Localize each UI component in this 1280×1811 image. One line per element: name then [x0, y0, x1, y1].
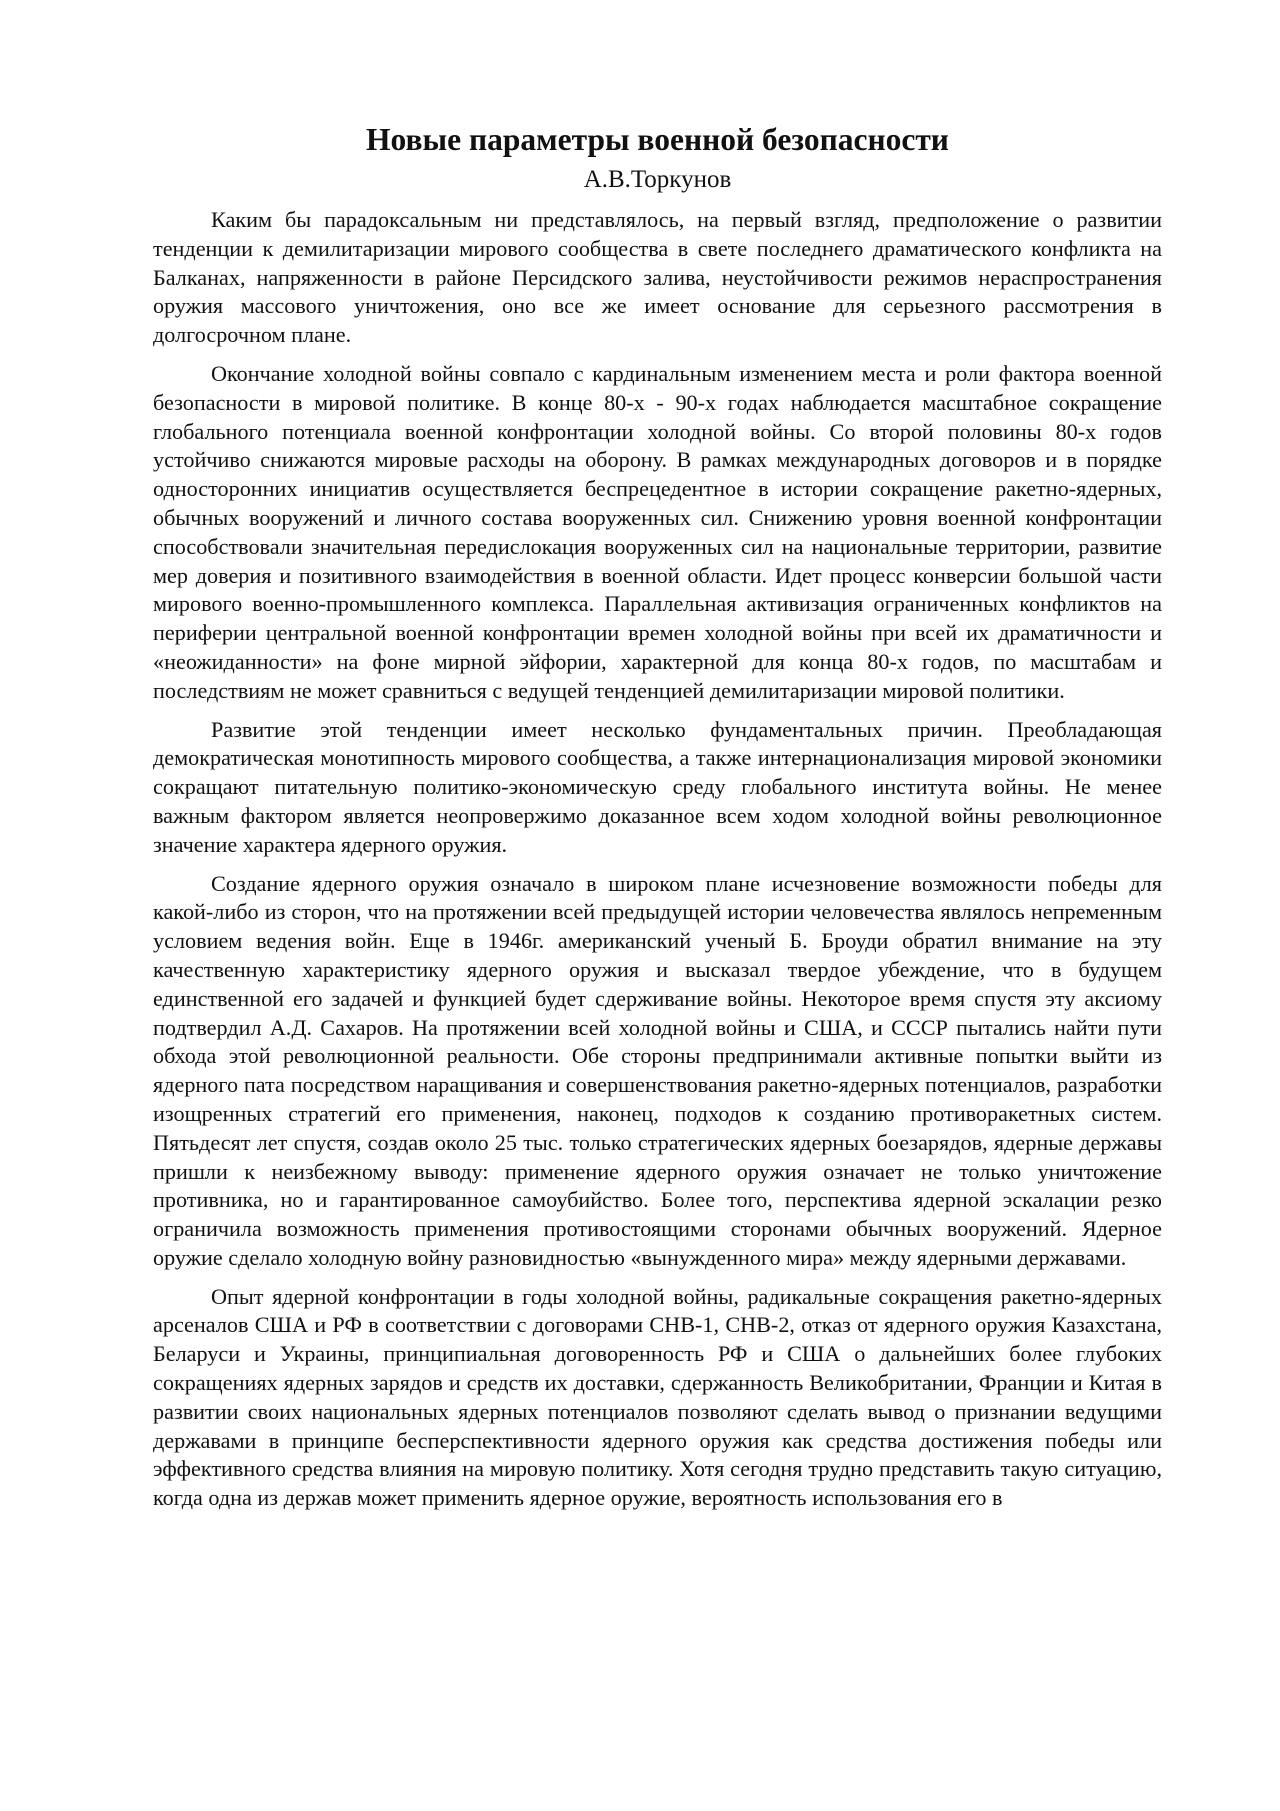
paragraph: Каким бы парадоксальным ни представлялось, на первый взгляд, предположение о развитии тенденции к демилитаризации мирового сообщества в свете последнего драматического конфликта на Балканах, напряженности в районе Персидского залива, неустойчивости режимов нераспространения оружия массового уничтожения, оно все же имеет основание для серьезного рассмотрения в долгосрочном плане. — [153, 207, 1162, 348]
paragraph: Опыт ядерной конфронтации в годы холодной войны, радикальные сокращения ракетно-ядерных арсеналов США и РФ в соответствии с договорами СНВ-1, СНВ-2, отказ от ядерного оружия Казахстана, Беларуси и Украины, принципиальная договоренность РФ и США о дальнейших более глубоких сокращениях ядерных зарядов и средств их доставки, сдержанность Великобритании, Франции и Китая в развитии своих национальных ядерных потенциалов позволяют сделать вывод о признании ведущими державами в принципе бесперспективности ядерного оружия как средства достижения победы или эффективного средства влияния на мировую политику. Хотя сегодня трудно представить такую ситуацию, когда одна из держав может применить ядерное оружие, вероятность использования его в — [153, 1283, 1162, 1511]
paragraph: Развитие этой тенденции имеет несколько фундаментальных причин. Преобладающая демократическая монотипность мирового сообщества, а также интернационализация мировой экономики сокращают питательную политико-экономическую среду глобального института войны. Не менее важным фактором является неопровержимо доказанное всем ходом холодной войны революционное значение характера ядерного оружия. — [153, 716, 1162, 857]
paragraph: Окончание холодной войны совпало с кардинальным изменением места и роли фактора военной безопасности в мировой политике. В конце 80-х - 90-х годах наблюдается масштабное сокращение глобального потенциала военной конфронтации холодной войны. Со второй половины 80-х годов устойчиво снижаются мировые расходы на оборону. В рамках международных договоров и в порядке односторонних инициатив осуществляется беспрецедентное в истории сокращение ракетно-ядерных, обычных вооружений и личного состава вооруженных сил. Снижению уровня военной конфронтации способствовали значительная передислокация вооруженных сил на национальные территории, развитие мер доверия и позитивного взаимодействия в военной области. Идет процесс конверсии большой части мирового военно-промышленного комплекса. Параллельная активизация ограниченных конфликтов на периферии центральной военной конфронтации времен холодной войны при всей их драматичности и «неожиданности» на фоне мирной эйфории, характерной для конца 80-х годов, по масштабам и последствиям не может сравниться с ведущей тенденцией демилитаризации мировой политики. — [153, 360, 1162, 703]
document-author: А.В.Торкунов — [583, 166, 732, 193]
document-title: Новые параметры военной безопасности — [366, 122, 949, 157]
paragraph: Создание ядерного оружия означало в широком плане исчезновение возможности победы для какой-либо из сторон, что на протяжении всей предыдущей истории человечества являлось непременным условием ведения войн. Еще в 1946г. американский ученый Б. Броуди обратил внимание на эту качественную характеристику ядерного оружия и высказал твердое убеждение, что в будущем единственной его задачей и функцией будет сдерживание войны. Некоторое время спустя эту аксиому подтвердил А.Д. Сахаров. На протяжении всей холодной войны и США, и СССР пытались найти пути обхода этой революционной реальности. Обе стороны предпринимали активные попытки выйти из ядерного пата посредством наращивания и совершенствования ракетно-ядерных потенциалов, разработки изощренных стратегий его применения, наконец, подходов к созданию противоракетных систем. Пятьдесят лет спустя, создав около 25 тыс. только стратегических ядерных боезарядов, ядерные державы пришли к неизбежному выводу: применение ядерного оружия означает не только уничтожение противника, но и гарантированное самоубийство. Более того, перспектива ядерной эскалации резко ограничила возможность применения противостоящими сторонами обычных вооружений. Ядерное оружие сделало холодную войну разновидностью «вынужденного мира» между ядерными державами. — [153, 870, 1162, 1270]
